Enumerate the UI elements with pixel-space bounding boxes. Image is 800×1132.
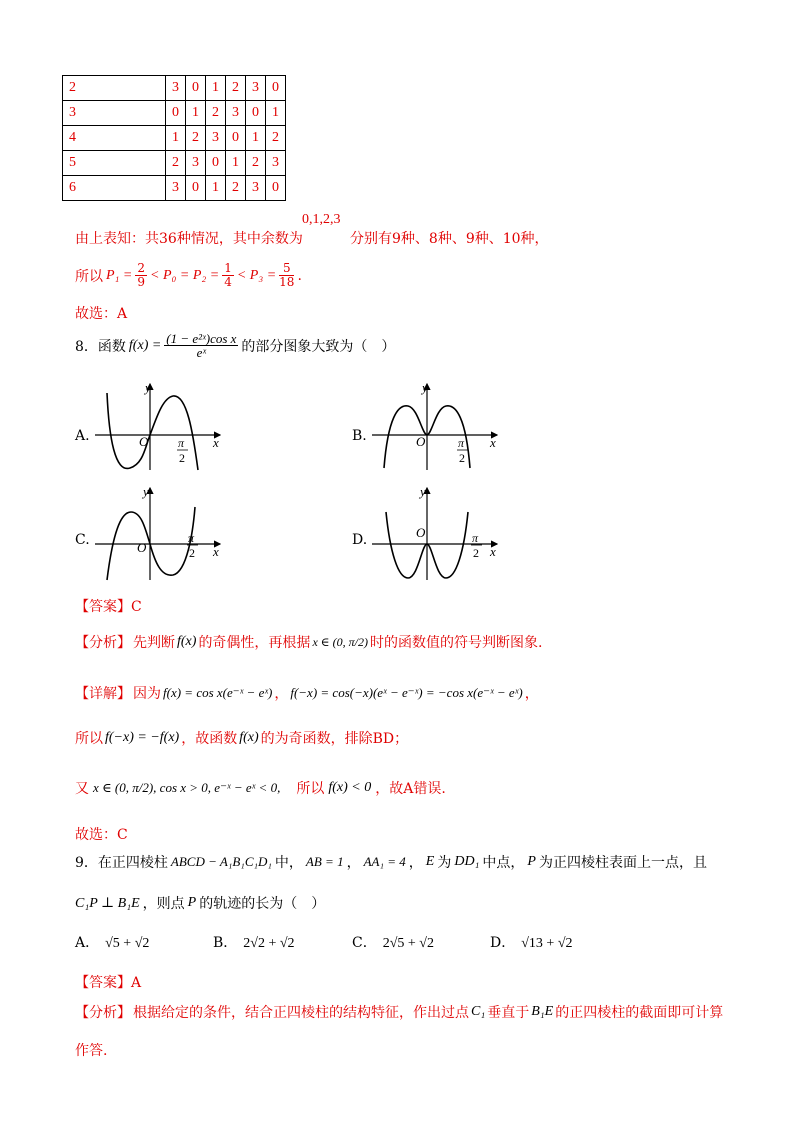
- q7-lt1: < P₀ = P₂ =: [150, 267, 220, 283]
- table-row: [63, 176, 286, 201]
- table-cell: 2: [186, 126, 206, 151]
- also-end: ，故A错误.: [375, 781, 446, 797]
- so-b: ，故函数: [181, 731, 238, 747]
- y-label: y: [143, 484, 149, 499]
- table-cell: 3: [246, 176, 266, 201]
- option-a-label: A.: [75, 428, 90, 444]
- table-cell: 0: [246, 101, 266, 126]
- x-label: x: [490, 544, 496, 559]
- graph-a: [95, 378, 225, 473]
- so-eq: f(−x) = −f(x): [105, 730, 180, 745]
- so-a: 所以: [75, 731, 103, 747]
- detail-end: ，: [524, 686, 539, 702]
- row-label: 5: [63, 151, 166, 176]
- detail-sep: ，: [274, 686, 289, 702]
- q9-analysis-b1e: B₁E: [531, 1004, 554, 1019]
- q9-mid: 中，: [274, 855, 303, 871]
- q9-aa1: AA₁ = 4: [363, 854, 406, 869]
- table-cell: 0: [266, 176, 286, 201]
- q7-end: .: [297, 267, 302, 284]
- table-cell: 0: [226, 126, 246, 151]
- detail-f1: f(x) = cos x(e⁻ˣ − eˣ): [163, 685, 273, 700]
- q7-summary-suffix: 分别有9种、8种、9种、10种，: [350, 231, 549, 247]
- origin-label: O: [416, 525, 426, 540]
- table-cell: 0: [186, 76, 206, 101]
- analysis-a: 先判断: [133, 635, 175, 651]
- table-cell: 2: [206, 101, 226, 126]
- q7-so: 所以: [75, 268, 103, 285]
- q7-summary-prefix: 由上表知：共36种情况，其中余数为: [75, 231, 303, 247]
- table-row: [63, 126, 286, 151]
- q9-stem: [75, 852, 707, 872]
- x-label: x: [213, 544, 219, 559]
- q9-analysis-c1: C₁: [471, 1004, 486, 1019]
- table-cell: 0: [266, 76, 286, 101]
- q8-odd: [75, 728, 408, 748]
- option-c-label: C.: [75, 532, 90, 548]
- q9-p: P: [527, 854, 536, 869]
- detail-a: 因为: [133, 686, 161, 702]
- q9-answer: 【答案】A: [75, 975, 142, 991]
- q8-answer: 【答案】C: [75, 599, 142, 615]
- q8-also: [75, 778, 446, 798]
- table-cell: 0: [186, 176, 206, 201]
- graph-d: [372, 482, 502, 582]
- table-cell: 1: [246, 126, 266, 151]
- q9-wei: 为: [437, 855, 452, 871]
- q8-stem: [75, 332, 395, 359]
- graph-b: [372, 378, 502, 473]
- origin-label: O: [416, 434, 426, 449]
- q8-prefix: 8．函数: [75, 338, 126, 355]
- table-cell: 2: [246, 151, 266, 176]
- q9-stem-line2: [75, 893, 325, 913]
- table-cell: 3: [186, 151, 206, 176]
- option-b-label: B.: [352, 428, 367, 444]
- q9-option-c: C． 2√5 + √2: [352, 935, 434, 951]
- q9-option-d: D． √13 + √2: [490, 935, 573, 951]
- q8-detail: [75, 683, 539, 703]
- x-label: x: [213, 435, 219, 450]
- table-cell: 1: [206, 176, 226, 201]
- also-math: x ∈ (0, π/2), cos x > 0, e⁻ˣ − eˣ < 0,: [93, 780, 281, 795]
- table-cell: 3: [266, 151, 286, 176]
- analysis-b: 的奇偶性，再根据: [198, 635, 311, 651]
- table-cell: 2: [226, 176, 246, 201]
- q9-analysis: [75, 1002, 723, 1022]
- q7-probabilities: [75, 262, 302, 289]
- table-cell: 1: [266, 101, 286, 126]
- q7-summary: [75, 228, 303, 248]
- q9-analysis-a: 根据给定的条件，结合正四棱柱的结构特征，作出过点: [133, 1005, 469, 1021]
- table-cell: 0: [166, 101, 186, 126]
- q9-dd1: DD₁: [454, 854, 480, 869]
- q9-prefix: 9．在正四棱柱: [75, 855, 168, 871]
- q9-e: E: [425, 854, 435, 869]
- q9-option-b: B． 2√2 + √2: [213, 935, 295, 951]
- analysis-range: x ∈ (0, π/2): [312, 634, 368, 649]
- analysis-label: 【分析】: [75, 635, 131, 651]
- q7-lt2: < P₃ =: [236, 267, 277, 283]
- table-row: [63, 151, 286, 176]
- pi-label: π: [458, 436, 465, 450]
- analysis-fx: f(x): [177, 634, 197, 649]
- also: 又: [75, 781, 89, 797]
- row-label: 6: [63, 176, 166, 201]
- so-fx: f(x): [239, 730, 259, 745]
- q7-remainders: 0,1,2,3: [302, 212, 341, 227]
- frac-1-4: $\frac{1}{4}$: [224, 261, 232, 289]
- also-ineq: f(x) < 0: [328, 780, 372, 795]
- option-d-label: D.: [352, 532, 368, 548]
- table-cell: 2: [226, 76, 246, 101]
- pi-label: π: [188, 531, 195, 545]
- q9-rest: 为正四棱柱表面上一点，且: [538, 855, 707, 871]
- q7-choice: 故选：A: [75, 306, 128, 322]
- row-label: 4: [63, 126, 166, 151]
- pi-label: π: [472, 531, 479, 545]
- q9-comma2: ，: [408, 855, 423, 871]
- q9-comma: ，: [346, 855, 361, 871]
- table-cell: 3: [166, 176, 186, 201]
- q8-analysis: [75, 632, 542, 652]
- table-cell: 1: [186, 101, 206, 126]
- q9-option-a: A． √5 + √2: [75, 935, 150, 951]
- table-cell: 1: [206, 76, 226, 101]
- table-cell: 0: [206, 151, 226, 176]
- so-c: 的为奇函数，排除BD；: [260, 731, 409, 747]
- row-label: 3: [63, 101, 166, 126]
- y-label: y: [420, 484, 426, 499]
- q9-line2-p: P: [187, 895, 197, 910]
- q8-fx: f(x) =: [128, 337, 162, 353]
- frac-5-18: $\frac{5}{18}$: [279, 261, 295, 289]
- origin-label: O: [139, 434, 149, 449]
- x-label: x: [490, 435, 496, 450]
- row-label: 2: [63, 76, 166, 101]
- y-label: y: [145, 380, 151, 395]
- q9-mid2: 中点，: [482, 855, 525, 871]
- q9-analysis-c: 的正四棱柱的截面即可计算: [555, 1005, 724, 1021]
- q8-fraction: $\frac{\text{(1 − e²ˣ)cos x}}{\text{eˣ}}$: [166, 331, 237, 360]
- origin-label: O: [137, 540, 147, 555]
- q9-ab: AB = 1: [305, 854, 344, 869]
- two-label: 2: [459, 451, 465, 465]
- two-label: 2: [179, 451, 185, 465]
- table-cell: 3: [166, 76, 186, 101]
- pi-label: π: [178, 436, 185, 450]
- two-label: 2: [189, 546, 195, 560]
- q9-analysis-b: 垂直于: [487, 1005, 530, 1021]
- q9-prism: ABCD − A₁B₁C₁D₁: [170, 854, 272, 869]
- table-row: [63, 76, 286, 101]
- q8-suffix: 的部分图象大致为（ ）: [241, 338, 396, 355]
- y-label: y: [422, 380, 428, 395]
- q8-choice: 故选：C: [75, 827, 128, 843]
- q9-line2-math: C₁P ⊥ B₁E: [75, 895, 140, 911]
- detail-f2: f(−x) = cos(−x)(eˣ − e⁻ˣ) = −cos x(e⁻ˣ − eˣ): [290, 685, 523, 700]
- table-row: [63, 101, 286, 126]
- q7-p1: P₁ =: [106, 267, 133, 283]
- table-cell: 1: [226, 151, 246, 176]
- remainder-table: [62, 75, 286, 201]
- frac-2-9: $\frac{2}{9}$: [137, 261, 146, 289]
- q9-analysis-line2: 作答.: [75, 1043, 108, 1059]
- q9-line2-c: 的轨迹的长为（ ）: [199, 896, 326, 912]
- two-label: 2: [473, 546, 479, 560]
- table-cell: 2: [166, 151, 186, 176]
- table-cell: 2: [266, 126, 286, 151]
- also-so: 所以: [296, 781, 325, 797]
- q9-analysis-label: 【分析】: [75, 1005, 131, 1021]
- table-cell: 3: [226, 101, 246, 126]
- q9-line2-b: ，则点: [142, 896, 185, 912]
- table-cell: 3: [206, 126, 226, 151]
- detail-label: 【详解】: [75, 686, 131, 702]
- graph-c: [95, 482, 225, 582]
- analysis-c: 时的函数值的符号判断图象.: [369, 635, 543, 651]
- table-cell: 3: [246, 76, 266, 101]
- table-cell: 1: [166, 126, 186, 151]
